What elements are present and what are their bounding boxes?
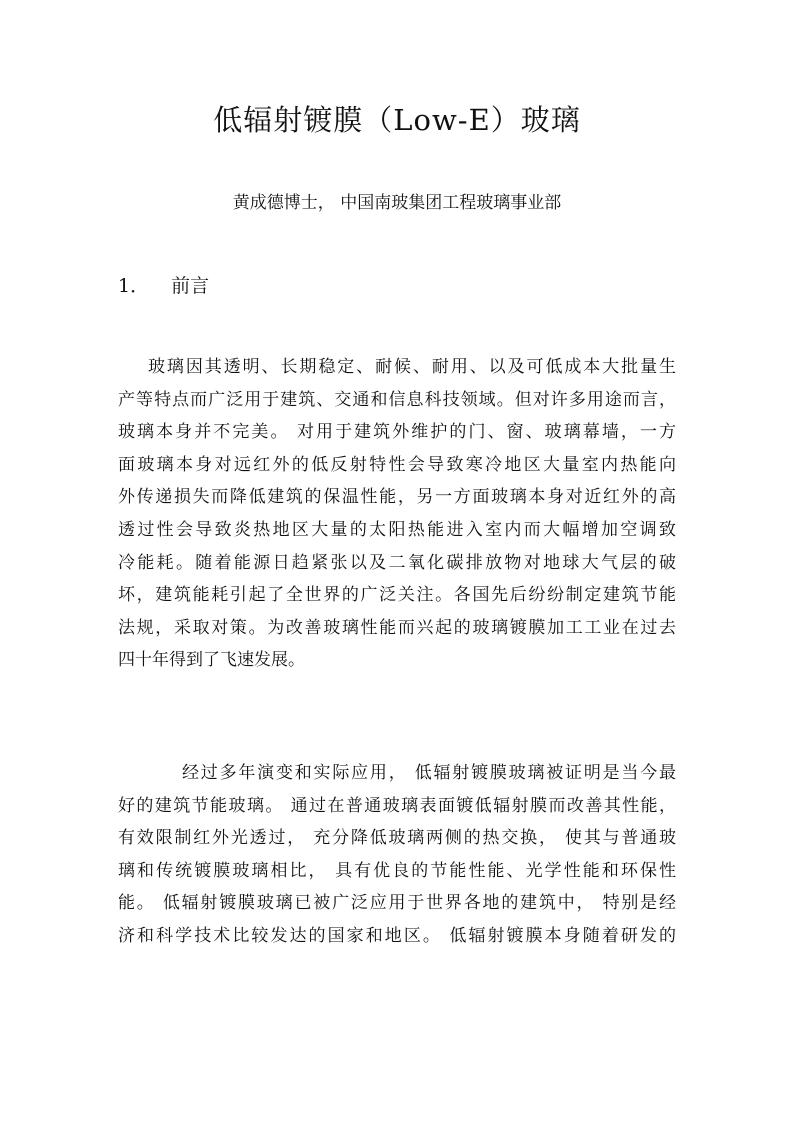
text-line: 产等特点而广泛用于建筑、交通和信息科技领域。但对许多用途而言， xyxy=(118,389,676,410)
section-heading xyxy=(118,271,209,298)
text-line: 透过性会导致炎热地区大量的太阳热能进入室内而大幅增加空调致 xyxy=(118,519,676,540)
section-label: 前言 xyxy=(171,275,210,297)
text-line: 好的建筑节能玻璃。 通过在普通玻璃表面镀低辐射膜而改善其性能， xyxy=(118,795,676,816)
text-line: 法规，采取对策。为改善玻璃性能而兴起的玻璃镀膜加工工业在过去 xyxy=(118,617,676,638)
paragraph-1 xyxy=(118,351,676,677)
text-line: 能。 低辐射镀膜玻璃已被广泛应用于世界各地的建筑中， 特别是经 xyxy=(118,893,676,914)
text-line: 四十年得到了飞速发展。 xyxy=(118,650,305,671)
text-line: 璃和传统镀膜玻璃相比， 具有优良的节能性能、光学性能和环保性 xyxy=(118,860,676,881)
text-line: 经过多年演变和实际应用， 低辐射镀膜玻璃被证明是当今最 xyxy=(182,763,676,783)
text-line: 冷能耗。随着能源日趋紧张以及二氧化碳排放物对地球大气层的破 xyxy=(118,552,676,573)
document-title: 低辐射镀膜（Low-E）玻璃 xyxy=(213,103,581,137)
author-line: 黄成德博士， 中国南玻集团工程玻璃事业部 xyxy=(232,193,562,213)
section-number: 1． xyxy=(118,275,150,297)
text-line: 济和科学技术比较发达的国家和地区。 低辐射镀膜本身随着研发的 xyxy=(118,925,676,946)
text-line: 面玻璃本身对远红外的低反射特性会导致寒冷地区大量室内热能向 xyxy=(118,454,676,475)
text-line: 外传递损失而降低建筑的保温性能，另一方面玻璃本身对近红外的高 xyxy=(118,487,676,508)
text-line: 玻璃本身并不完美。 对用于建筑外维护的门、窗、玻璃幕墙，一方 xyxy=(118,422,676,443)
paragraph-2 xyxy=(118,757,676,953)
text-line: 坏，建筑能耗引起了全世界的广泛关注。各国先后纷纷制定建筑节能 xyxy=(118,585,676,606)
text-line: 有效限制红外光透过， 充分降低玻璃两侧的热交换， 使其与普通玻 xyxy=(118,828,676,849)
text-line: 玻璃因其透明、长期稳定、耐候、耐用、以及可低成本大批量生 xyxy=(148,357,676,377)
